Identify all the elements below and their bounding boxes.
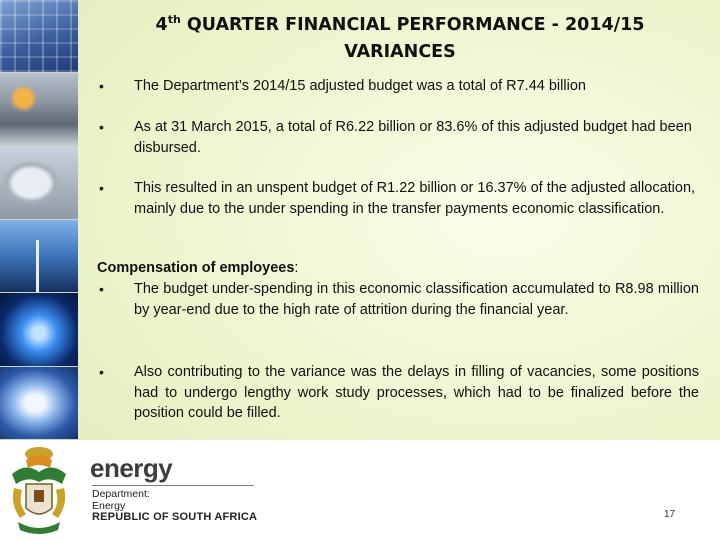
country-name: REPUBLIC OF SOUTH AFRICA [92,511,258,523]
logo-divider [92,485,254,486]
bullet-dot: • [99,78,104,94]
section-bullet-item [99,362,699,424]
side-photo-strip [0,0,78,440]
bullet-dot: • [99,364,104,380]
slide-title [100,6,700,66]
bullet-text: The Department’s 2014/15 adjusted budget was a total of R7.44 billion [134,78,586,94]
section-heading: Compensation of employees: [97,260,299,276]
pipeline-photo [0,147,78,220]
bullet-dot: • [99,119,104,135]
title-line-1: 4th QUARTER FINANCIAL PERFORMANCE - 2014/15 [155,13,645,35]
light-bulb-photo [0,367,78,440]
bullet-item [99,76,699,97]
bullet-item [99,178,699,219]
bullet-dot: • [99,281,104,297]
gas-flare-photo [0,73,78,146]
department-name: Energy [92,500,126,512]
solar-panel-photo [0,0,78,73]
bullet-dot: • [99,180,104,196]
section-bullet-item [99,279,699,320]
bullet-item [99,117,699,158]
bullet-text: Also contributing to the variance was the delays in filling of vacancies, some positions had to undergo lengthy work study processes, which had to be finalized before the position could be filled. [134,364,699,421]
department-label: Department: [92,488,150,500]
gas-flame-photo [0,293,78,366]
bullet-text: The budget under-spending in this economic classification accumulated to R8.98 million by year-end due to the high rate of attrition during the financial year. [134,281,699,318]
bullet-text: This resulted in an unspent budget of R1.22 billion or 16.37% of the adjusted allocation, mainly due to the under spending in the transfer payments economic classification. [134,180,696,217]
wind-turbine-photo [0,220,78,293]
energy-logo-wordmark: energy [90,453,173,483]
coat-of-arms-icon [6,444,72,536]
bullet-text: As at 31 March 2015, a total of R6.22 billion or 83.6% of this adjusted budget had been disbursed. [134,119,692,156]
title-line-2: VARIANCES [344,41,456,62]
page-number: 17 [664,509,676,520]
